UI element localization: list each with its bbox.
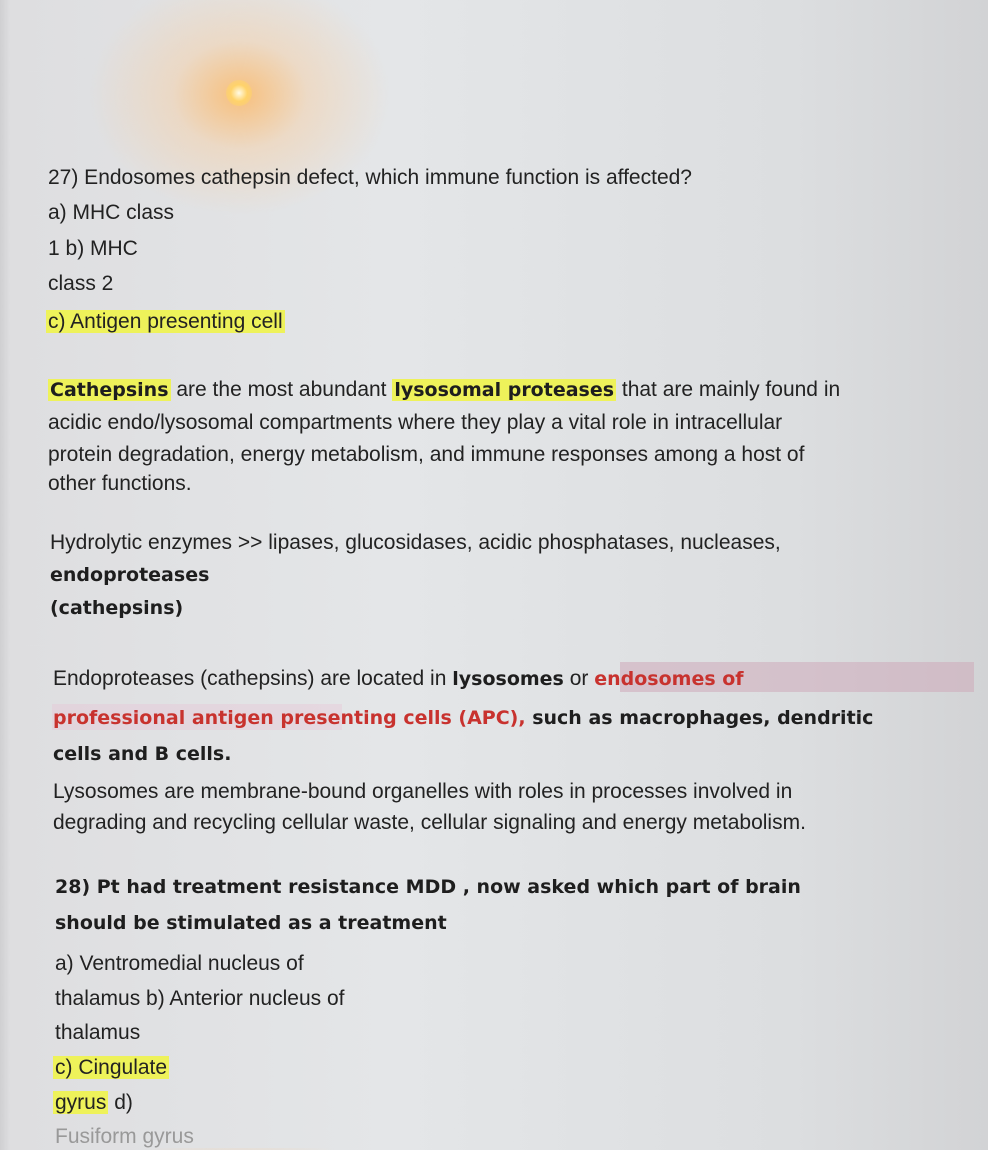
para1-line3: protein degradation, energy metabolism, and immune responses among a host of (48, 443, 805, 466)
para1-line4: other functions. (48, 472, 192, 495)
q27-option-b: 1 b) MHC (48, 237, 138, 260)
para1-text2: that are mainly found in (616, 378, 841, 401)
para3-line3: cells and B cells. (53, 743, 232, 765)
para3-line4: Lysosomes are membrane-bound organelles with roles in processes involved in (53, 780, 793, 803)
para2-line2: endoproteases (50, 564, 210, 586)
q28-answer-highlight: c) Cingulate (55, 1056, 168, 1079)
para3-endosomes-of: endosomes of (594, 668, 744, 690)
para3-line2 (53, 705, 873, 731)
q27-question: 27) Endosomes cathepsin defect, which immune function is affected? (48, 166, 692, 189)
q28-option-c-cont (53, 1090, 133, 1116)
q28-option-d: d) (108, 1091, 133, 1114)
para2-line1: Hydrolytic enzymes >> lipases, glucosidases, acidic phosphatases, nucleases, (50, 531, 781, 554)
q28-option-d-cont: Fusiform gyrus (55, 1125, 194, 1148)
q27-option-b-cont: class 2 (48, 272, 114, 295)
q27-option-a: a) MHC class (48, 201, 175, 224)
para3-apc: professional antigen presenting cells (APC), (53, 707, 526, 729)
q28-option-c (53, 1055, 169, 1081)
para3-text1: Endoproteases (cathepsins) are located in (53, 667, 453, 690)
q28-line1: 28) Pt had treatment resistance MDD , now asked which part of brain (55, 876, 801, 898)
para1-cathepsins: Cathepsins (50, 379, 169, 401)
q28-option-a: a) Ventromedial nucleus of (55, 952, 304, 975)
q27-option-c (46, 309, 285, 335)
para1-line1 (48, 377, 840, 403)
para3-lysosomes: lysosomes (452, 668, 564, 690)
para1-text1: are the most abundant (170, 378, 393, 401)
para2-line3: (cathepsins) (50, 597, 184, 619)
para3-line5: degrading and recycling cellular waste, cellular signaling and energy metabolism. (53, 811, 806, 834)
para1-lysosomal-proteases: lysosomal proteases (394, 379, 615, 401)
q27-answer-highlight: c) Antigen presenting cell (48, 310, 283, 333)
para3-such-as: such as macrophages, dendritic (525, 707, 874, 729)
light-glare (226, 80, 252, 106)
q28-line2: should be stimulated as a treatment (55, 912, 447, 934)
para1-line2: acidic endo/lysosomal compartments where they play a vital role in intracellular (48, 411, 783, 434)
para3-text2: or (563, 667, 595, 690)
para3-line1 (53, 666, 744, 692)
q28-option-b-cont: thalamus (55, 1021, 141, 1044)
q28-answer-highlight-2: gyrus (55, 1091, 107, 1114)
q28-option-a-cont: thalamus b) Anterior nucleus of (55, 987, 345, 1010)
